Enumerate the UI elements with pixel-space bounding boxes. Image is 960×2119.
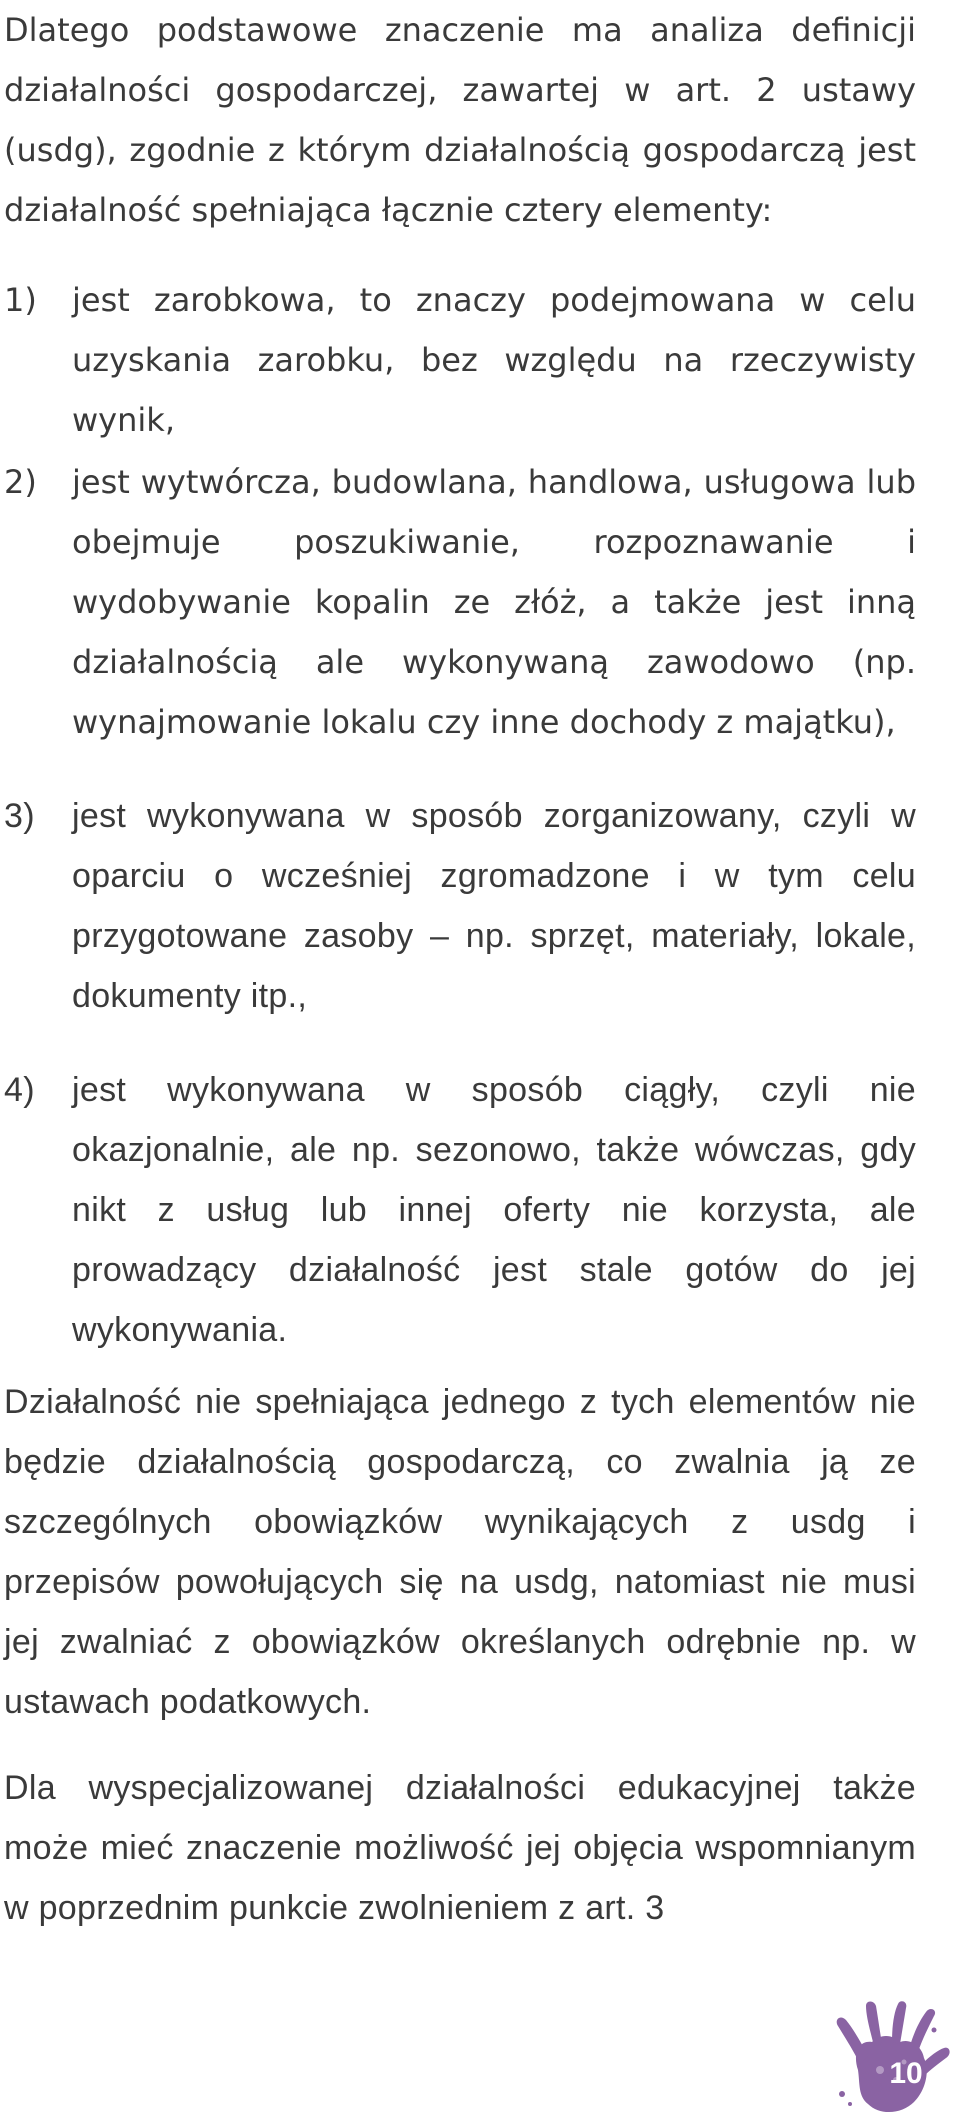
paragraph-3: Dla wyspecjalizowanej działalności edukacyjnej także może mieć znaczenie możliwość jej objęcia wspomnianym w poprzednim punkcie zwolnieniem z art. 3	[4, 1769, 916, 1927]
intro-paragraph: Dlatego podstawowe znaczenie ma analiza definicji działalności gospodarczej, zawartej w art. 2 ustawy (usdg), zgodnie z którym działalnością gospodarczą jest działalność spełniająca łącznie cztery elementy:	[4, 11, 916, 229]
list-item	[4, 1060, 916, 1360]
page-number: 10	[889, 2057, 923, 2090]
list-item-number: 4)	[4, 1071, 35, 1109]
list-item	[4, 786, 916, 1026]
list-item-number: 1)	[4, 281, 37, 319]
paragraph-2: Działalność nie spełniająca jednego z tych elementów nie będzie działalnością gospodarczą, co zwalnia ją ze szczególnych obowiązków wynikających z usdg i przepisów powołujących się na usdg, natomiast nie musi jej zwalniać z obowiązków określanych odrębnie np. w ustawach podatkowych.	[4, 1383, 916, 1721]
list-item-text: jest zarobkowa, to znaczy podejmowana w celu uzyskania zarobku, bez względu na rzeczywisty wynik,	[72, 281, 916, 439]
list-item	[4, 270, 916, 450]
list-item-text: jest wykonywana w sposób zorganizowany, czyli w oparciu o wcześniej zgromadzone i w tym celu przygotowane zasoby – np. sprzęt, materiały, lokale, dokumenty itp.,	[72, 797, 916, 1015]
list-item-number: 2)	[4, 463, 37, 501]
list-item-text: jest wykonywana w sposób ciągły, czyli nie okazjonalnie, ale np. sezonowo, także wówczas, gdy nikt z usług lub innej oferty nie korzysta, ale prowadzący działalność jest stale gotów do jej wykonywania.	[72, 1071, 916, 1349]
list-item	[4, 452, 916, 752]
list-item-text: jest wytwórcza, budowlana, handlowa, usługowa lub obejmuje poszukiwanie, rozpoznawanie i wydobywanie kopalin ze złóż, a także jest inną działalnością ale wykonywaną zawodowo (np. wynajmowanie lokalu czy inne dochody z majątku),	[72, 463, 916, 741]
list-item-number: 3)	[4, 797, 35, 835]
